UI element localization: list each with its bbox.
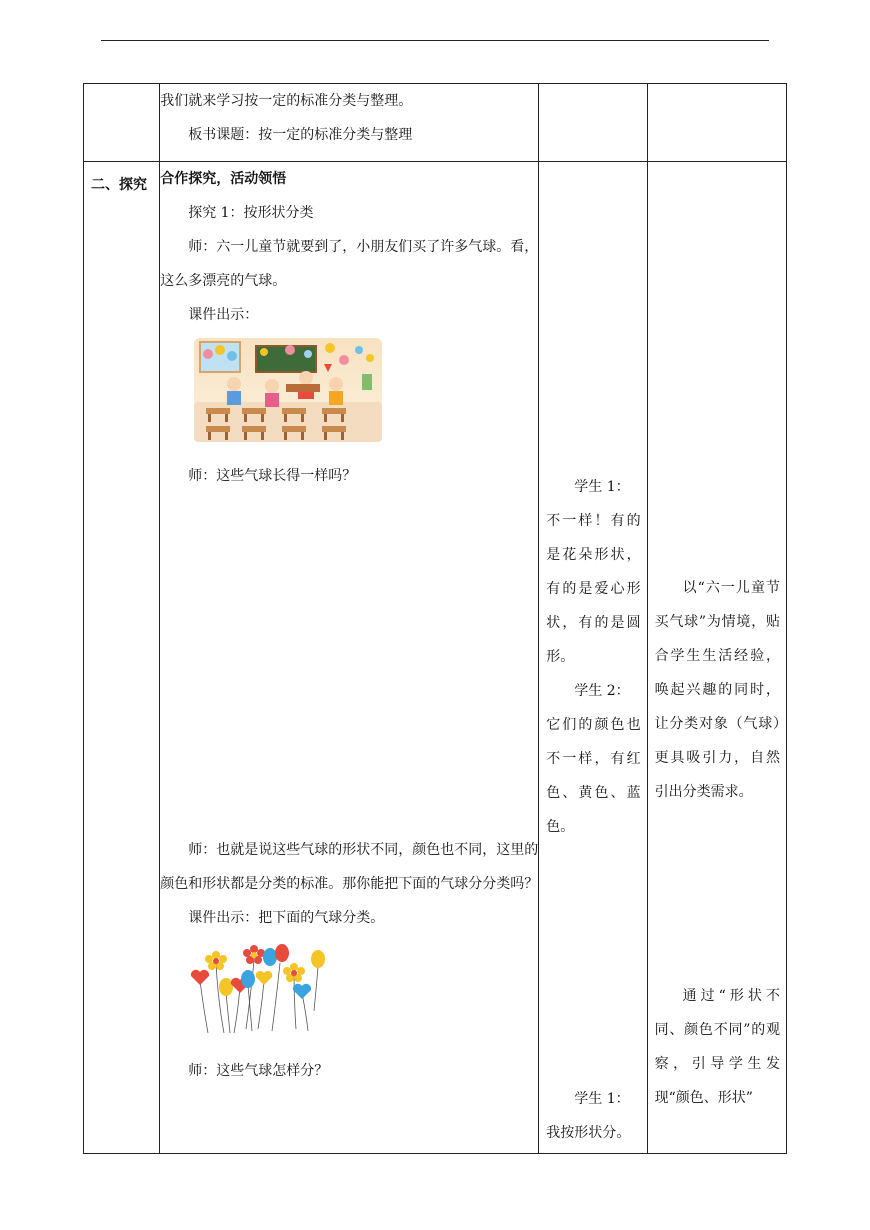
header-rule <box>101 40 769 41</box>
intro-line-1: 我们就来学习按一定的标准分类与整理。 <box>160 93 413 109</box>
section-heading: 合作探究，活动领悟 <box>160 171 287 187</box>
intent-cell <box>647 162 786 1154</box>
student1-label: 学生 1： <box>574 479 630 495</box>
phase-cell-empty <box>84 84 160 162</box>
teacher-line-3: 师：也就是说这些气球的形状不同，颜色也不同，这里的颜色和形状都是分类的标准。那你能把下面的气球分分类吗？ <box>160 842 539 892</box>
teacher-line-2: 师：这些气球长得一样吗？ <box>188 468 357 484</box>
student1-text: 不一样！有的是花朵形状，有的是爱心形状，有的是圆形。 <box>546 513 641 665</box>
student2-text: 它们的颜色也不一样，有红色、黄色、蓝色。 <box>546 717 641 835</box>
student2-label: 学生 2： <box>574 683 630 699</box>
student3-text: 我按形状分。 <box>546 1125 631 1141</box>
student-responses <box>539 162 646 1150</box>
student-gap <box>546 844 640 1082</box>
content-cell-intro <box>160 84 539 162</box>
table-row-explore <box>84 162 787 1154</box>
student-cell <box>539 162 647 1154</box>
phase-label: 二、探究 <box>91 177 147 193</box>
balloons-image <box>184 941 344 1037</box>
board-title-line: 板书课题：按一定的标准分类与整理 <box>188 127 413 143</box>
intent-cell-empty <box>647 84 786 162</box>
blank-space <box>160 493 538 833</box>
student3-label: 学生 1： <box>574 1091 630 1107</box>
lesson-table <box>83 83 787 1154</box>
student-cell-empty <box>539 84 647 162</box>
classroom-illustration <box>194 338 538 455</box>
phase-cell <box>84 162 160 1154</box>
courseware-line-2: 课件出示：把下面的气球分类。 <box>188 910 385 926</box>
classroom-image <box>194 338 382 442</box>
courseware-line-1: 课件出示： <box>188 307 259 323</box>
table-row-intro <box>84 84 787 162</box>
intent-text-2: 通过“形状不同、颜色不同”的观察，引导学生发现“颜色、形状” <box>654 988 780 1106</box>
teacher-line-1: 师：六一儿童节就要到了，小朋友们买了许多气球。看，这么多漂亮的气球。 <box>160 239 539 289</box>
intent-gap <box>655 809 780 979</box>
balloons-illustration <box>184 941 538 1050</box>
teacher-line-4: 师：这些气球怎样分？ <box>188 1063 329 1079</box>
design-intent <box>648 162 786 1115</box>
intent-text-1: 以“六一儿童节买气球”为情境，贴合学生生活经验，唤起兴趣的同时，让分类对象（气球）更具吸引力，自然引出分类需求。 <box>654 580 780 800</box>
content-cell-explore <box>160 162 539 1154</box>
explore1-line: 探究 1：按形状分类 <box>188 205 314 221</box>
